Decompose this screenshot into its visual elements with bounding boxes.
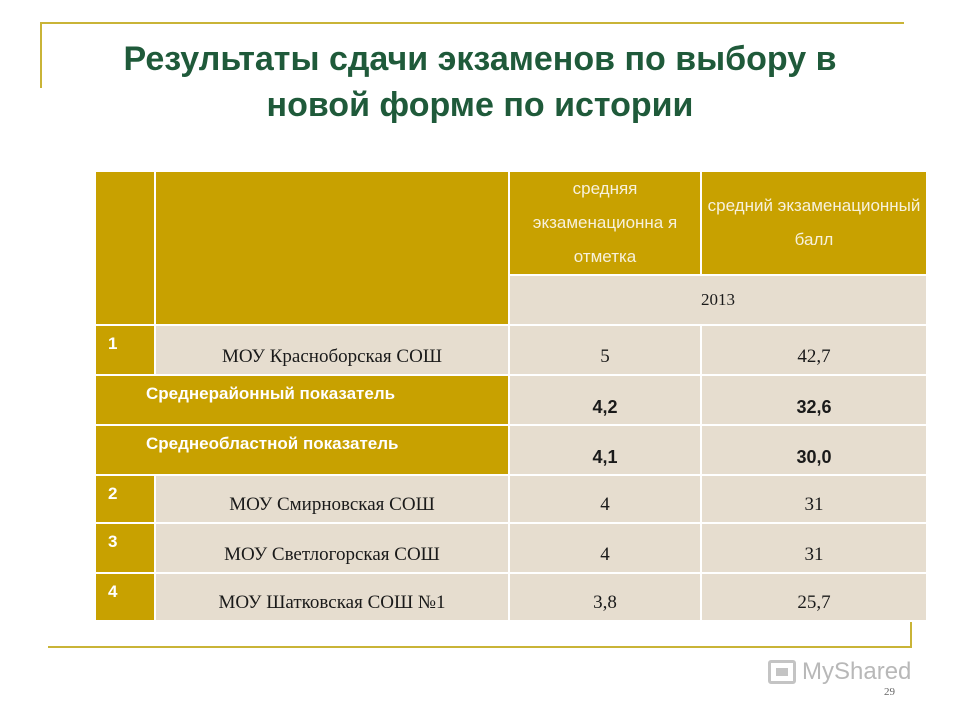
row-number: 1	[95, 325, 155, 375]
school-name: МОУ Смирновская СОШ	[155, 475, 509, 523]
row-number: 2	[95, 475, 155, 523]
header-avg-grade: средняя экзаменационна я отметка	[509, 171, 701, 275]
avg-grade-value: 4	[509, 523, 701, 573]
header-avg-score: средний экзаменационный балл	[701, 171, 927, 275]
school-name: МОУ Светлогорская СОШ	[155, 523, 509, 573]
title-line-2: новой форме по истории	[266, 86, 694, 124]
decor-bottom-line	[48, 646, 912, 648]
school-name: МОУ Шатковская СОШ №1	[155, 573, 509, 621]
watermark-logo	[768, 658, 911, 686]
row-number: 3	[95, 523, 155, 573]
slide-title	[60, 36, 900, 128]
table-row	[95, 325, 927, 375]
avg-score-value: 32,6	[701, 375, 927, 425]
header-num-cell	[95, 171, 155, 325]
table-row-region-average	[95, 425, 927, 475]
avg-score-value: 31	[701, 475, 927, 523]
page-number: 29	[884, 686, 895, 698]
header-year: 2013	[509, 275, 927, 325]
avg-score-value: 25,7	[701, 573, 927, 621]
avg-score-value: 42,7	[701, 325, 927, 375]
row-number: 4	[95, 573, 155, 621]
table-row	[95, 523, 927, 573]
avg-grade-value: 4,2	[509, 375, 701, 425]
watermark-text: MyShared	[802, 658, 912, 685]
table-row	[95, 475, 927, 523]
avg-grade-value: 5	[509, 325, 701, 375]
school-name: МОУ Красноборская СОШ	[155, 325, 509, 375]
table-row	[95, 573, 927, 621]
avg-score-value: 31	[701, 523, 927, 573]
region-average-label: Среднеобластной показатель	[95, 425, 509, 475]
avg-score-value: 30,0	[701, 425, 927, 475]
decor-top-line	[40, 22, 904, 24]
decor-left-line	[40, 22, 42, 88]
header-school-cell	[155, 171, 509, 325]
presentation-icon	[768, 660, 796, 684]
avg-grade-value: 4,1	[509, 425, 701, 475]
avg-grade-value: 3,8	[509, 573, 701, 621]
table-row-district-average	[95, 375, 927, 425]
results-table	[94, 170, 928, 622]
district-average-label: Среднерайонный показатель	[95, 375, 509, 425]
avg-grade-value: 4	[509, 475, 701, 523]
title-line-1: Результаты сдачи экзаменов по выбору в	[123, 40, 837, 78]
